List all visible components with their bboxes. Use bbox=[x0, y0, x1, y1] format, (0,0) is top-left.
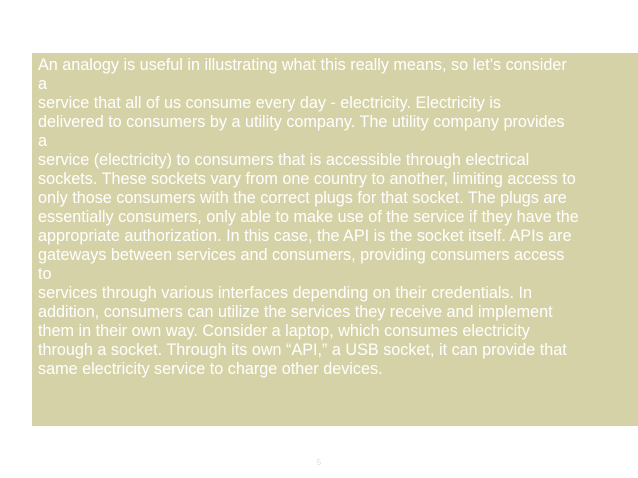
body-text-line: service (electricity) to consumers that is accessible through electrical bbox=[38, 151, 530, 169]
body-text-box bbox=[32, 53, 638, 426]
body-text-line: service that all of us consume every day - electricity. Electricity is bbox=[38, 94, 501, 112]
body-text-line: sockets. These sockets vary from one country to another, limiting access to bbox=[38, 170, 576, 188]
body-text-line: them in their own way. Consider a laptop, which consumes electricity bbox=[38, 322, 530, 340]
body-text-line: a bbox=[38, 132, 48, 150]
body-text-line: through a socket. Through its own “API,” a USB socket, it can provide that bbox=[38, 341, 567, 359]
body-text-line: only those consumers with the correct plugs for that socket. The plugs are bbox=[38, 189, 567, 207]
body-text-line: delivered to consumers by a utility company. The utility company provides bbox=[38, 113, 565, 131]
body-text-line: addition, consumers can utilize the services they receive and implement bbox=[38, 303, 553, 321]
body-text-line: a bbox=[38, 75, 48, 93]
body-text-line: to bbox=[38, 265, 52, 283]
body-text-line: appropriate authorization. In this case, the API is the socket itself. APIs are bbox=[38, 227, 572, 245]
body-text-line: gateways between services and consumers, providing consumers access bbox=[38, 246, 565, 264]
page-number: 5 bbox=[316, 458, 322, 467]
body-text-line: same electricity service to charge other devices. bbox=[38, 360, 383, 378]
body-text-line: An analogy is useful in illustrating what this really means, so let’s consider bbox=[38, 56, 567, 74]
body-text-line: services through various interfaces depending on their credentials. In bbox=[38, 284, 533, 302]
body-text-line: essentially consumers, only able to make use of the service if they have the bbox=[38, 208, 579, 226]
